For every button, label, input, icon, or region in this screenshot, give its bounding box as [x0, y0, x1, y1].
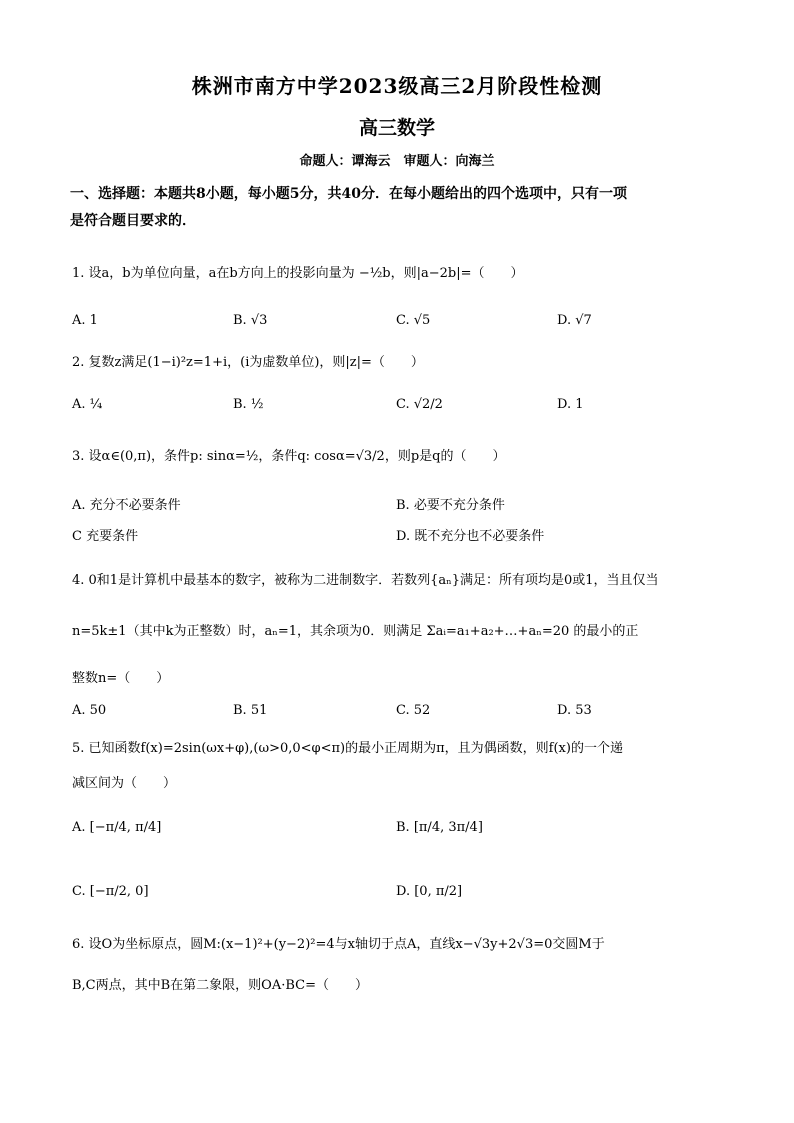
- q3-option-d: D. 既不充分也不必要条件: [396, 529, 545, 544]
- section-heading-line2: 是符合题目要求的．: [70, 213, 196, 229]
- question-4-stem-line3: 整数n=（ ）: [72, 671, 170, 686]
- q5-option-d: D. [0, π/2]: [396, 884, 463, 899]
- q1-option-d: D. √7: [557, 313, 592, 328]
- question-2-stem: 2. 复数z满足(1−i)²z=1+i，(i为虚数单位)，则|z|=（ ）: [72, 355, 424, 370]
- question-1-text: 1. 设a，b为单位向量，a在b方向上的投影向量为 −½b，则|a−2b|=（ ）: [72, 266, 524, 281]
- q5-option-a: A. [−π/4, π/4]: [72, 820, 162, 835]
- question-4-stem-line2: n=5k±1（其中k为正整数）时，aₙ=1，其余项为0．则满足 Σaᵢ=a₁+a₂+…+aₙ=20 的最小的正: [72, 624, 639, 639]
- question-6-stem-line2: B,C两点，其中B在第二象限，则OA·BC=（ ）: [72, 978, 368, 993]
- q3-option-c: C 充要条件: [72, 529, 139, 544]
- q1-option-b: B. √3: [233, 313, 268, 328]
- question-5-stem-line2: 减区间为（ ）: [72, 776, 177, 791]
- q4-option-a: A. 50: [72, 703, 107, 718]
- q4-option-b: B. 51: [233, 703, 268, 718]
- question-5-stem-line1: 5. 已知函数f(x)=2sin(ωx+φ),(ω>0,0<φ<π)的最小正周期为π，且为偶函数，则f(x)的一个递: [72, 741, 623, 756]
- q3-option-b: B. 必要不充分条件: [396, 498, 505, 513]
- q5-option-c: C. [−π/2, 0]: [72, 884, 149, 899]
- q5-option-b: B. [π/4, 3π/4]: [396, 820, 483, 835]
- q1-option-c: C. √5: [396, 313, 431, 328]
- q2-option-c: C. √2/2: [396, 397, 443, 412]
- q3-option-a: A. 充分不必要条件: [72, 498, 181, 513]
- question-1-stem: [72, 264, 524, 284]
- exam-title: 株洲市南方中学2023级高三2月阶段性检测: [191, 74, 603, 98]
- question-4-stem-line1: 4. 0和1是计算机中最基本的数字，被称为二进制数字．若数列{aₙ}满足：所有项均是0或1，当且仅当: [72, 573, 659, 588]
- question-6-stem-line1: 6. 设O为坐标原点，圆M:(x−1)²+(y−2)²=4与x轴切于点A，直线x−√3y+2√3=0交圆M于: [72, 937, 605, 952]
- q2-option-a: A. ¼: [72, 397, 103, 412]
- section-heading: [70, 181, 730, 235]
- subject-title: 高三数学: [358, 117, 435, 139]
- q4-option-d: D. 53: [557, 703, 592, 718]
- q2-option-b: B. ½: [233, 397, 264, 412]
- authors-line: 命题人：谭海云 审题人：向海兰: [299, 154, 495, 169]
- q4-option-c: C. 52: [396, 703, 431, 718]
- q2-option-d: D. 1: [557, 397, 584, 412]
- question-3-stem: 3. 设α∈(0,π)，条件p: sinα=½，条件q: cosα=√3/2，则p是q的（ ）: [72, 449, 506, 464]
- q1-option-a: A. 1: [72, 313, 98, 328]
- section-heading-line1: 一、选择题：本题共8小题，每小题5分，共40分．在每小题给出的四个选项中，只有一项: [70, 186, 627, 202]
